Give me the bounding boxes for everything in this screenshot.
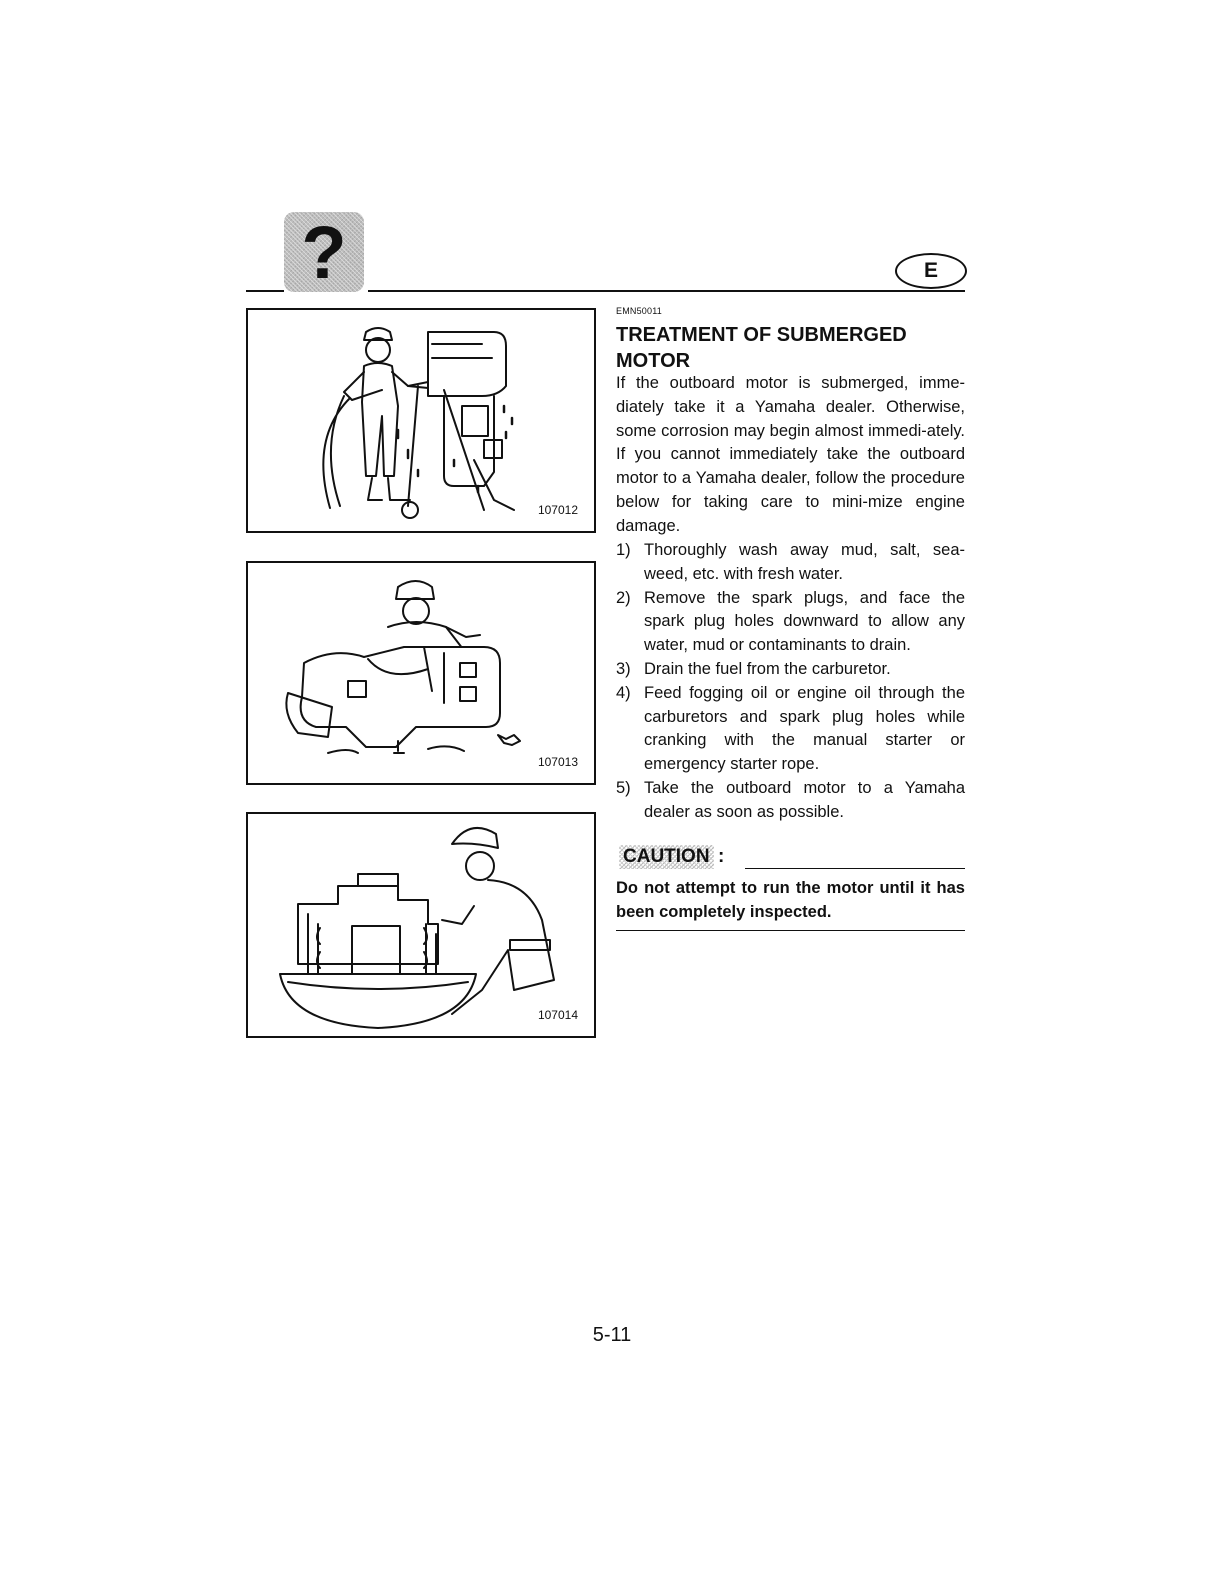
procedure-steps: [616, 539, 965, 825]
list-item: 1) Thoroughly wash away mud, salt, sea-weed, etc. with fresh water.: [616, 541, 965, 583]
list-item: 2) Remove the spark plugs, and face the spark plug holes downward to allow any water, mud or contaminants to drain.: [616, 588, 965, 655]
list-item: 3) Drain the fuel from the carburetor.: [616, 659, 891, 678]
man-draining-motor-illustration: [248, 563, 594, 783]
list-item: 5) Take the outboard motor to a Yamaha dealer as soon as possible.: [616, 778, 965, 821]
caution-bottom-rule: [616, 930, 965, 931]
header-rule-left: [246, 290, 284, 292]
page-number: 5-11: [592, 1324, 632, 1346]
caution-colon: :: [718, 846, 725, 867]
header-rule-right: [368, 290, 965, 292]
figure-servicing-engine: [246, 812, 596, 1038]
caution-rule: [745, 868, 965, 869]
caution-text: Do not attempt to run the motor until it has been completely inspected.: [616, 879, 965, 921]
list-item: 4) Feed fogging oil or engine oil through the carburetors and spark plug holes while cranking with the manual starter or emergency starter rope.: [616, 683, 965, 774]
figure-draining-motor: [246, 561, 596, 785]
document-code: EMN50011: [616, 306, 662, 316]
caution-label: CAUTION: [619, 845, 714, 869]
section-title: TREATMENT OF SUBMERGED MOTOR: [616, 324, 907, 372]
question-mark-icon: ?: [284, 212, 364, 292]
intro-paragraph: If the outboard motor is submerged, imme-diately take it a Yamaha dealer. Otherwise, some corrosion may begin almost immedi-ately. If you cannot immediately take the outboard motor to a Yamaha dealer, follow the procedure below for taking care to mini-mize engine damage.: [616, 374, 965, 535]
figure-code: 107012: [537, 503, 578, 517]
man-washing-outboard-motor-illustration: [248, 310, 594, 531]
figure-code: 107014: [537, 1008, 578, 1022]
language-badge: E: [895, 253, 967, 289]
man-servicing-engine-illustration: [248, 814, 594, 1036]
figure-code: 107013: [537, 755, 578, 769]
figure-washing-motor: [246, 308, 596, 533]
